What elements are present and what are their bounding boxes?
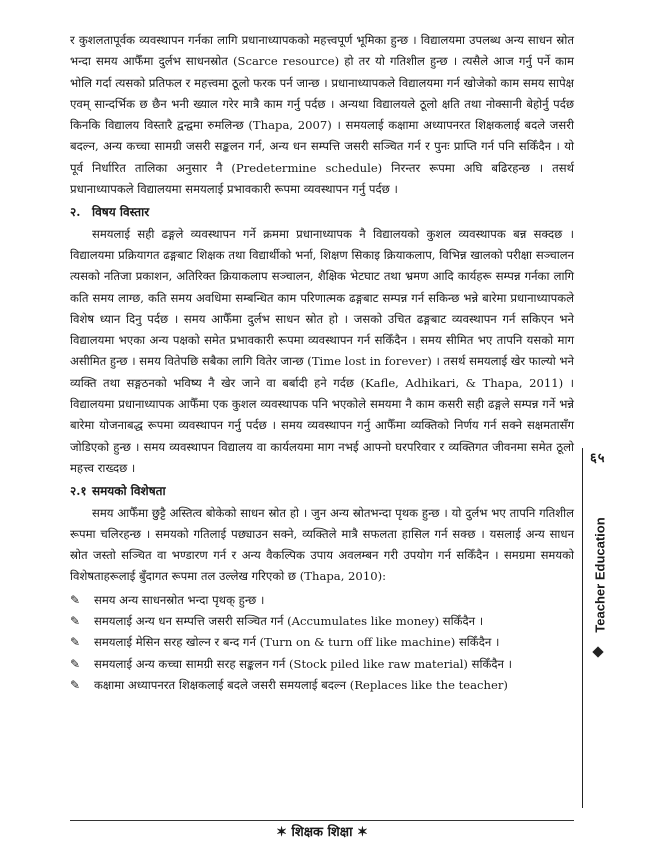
pen-nib-icon: ✎ — [70, 677, 81, 692]
diamond-icon — [592, 646, 603, 657]
section-2-title: विषय विस्तार — [92, 205, 150, 220]
document-body — [70, 30, 574, 696]
pen-nib-icon: ✎ — [70, 635, 81, 650]
section-2-1-paragraph: समय आफैँमा छुट्टै अस्तित्व बोकेको साधन स्रोत हो । जुन अन्य स्रोतभन्दा पृथक हुन्छ । यो दुर्लभ भए तापनि गतिशील रूपमा चलिरहन्छ । समयको गतिलाई पछ्याउन सक्ने, व्यक्तिले मात्रै सफलता हासिल गर्न सक्छ । यसलाई अन्य साधन स्रोत जस्तो सञ्चित वा भण्डारण गर्न र अन्य वैकल्पिक उपाय अवलम्बन गरी उपयोग गर्न सकिँदैन । समग्रमा समयको विशेषताहरूलाई बुँदागत रूपमा तल उल्लेख गरिएको छ (Thapa, 2010): — [70, 505, 574, 584]
section-2-paragraph: समयलाई सही ढङ्गले व्यवस्थापन गर्ने क्रममा प्रधानाध्यापक नै विद्यालयको कुशल व्यवस्थापक बन्न सक्दछ । विद्यालयमा प्रक्रियागत ढङ्गबाट शिक्षक तथा विद्यार्थीको भर्ना, शिक्षण सिकाइ क्रियाकलाप, विभिन्न खालको परीक्षा सञ्चालन त्यसको नतिजा प्रकाशन, अतिरिक्त क्रियाकलाप सञ्चालन, शैक्षिक भेटघाट तथा भ्रमण आदि कार्यहरू सम्पन्न गर्नका लागि कति समय लाग्छ, कति समय अवधिमा सम्बन्धित काम परिणात्मक ढङ्गबाट सम्पन्न गर्न सकिन्छ भन्ने बारेमा प्रधानाध्यापकले विशेष ध्यान दिनु पर्दछ । समय आफैँमा दुर्लभ साधन स्रोत हो । जसको उचित ढङ्गबाट व्यवस्थापन गर्न सकिएन भने विद्यालयमा भएका अन्य पक्षको समेत प्रभावकारी रूपमा व्यवस्थापन गर्न सकिँदैन । समय सीमित भए तापनि यसको माग असीमित हुन्छ । समय वितेपछि सबैका लागि वितेर जान्छ (Time lost in forever) । तसर्थ समयलाई खेर फाल्यो भने व्यक्ति तथा सङ्गठनको भविष्य नै खेर जाने वा बर्बादी हने गर्दछ (Kafle, Adhikari, & Thapa, 2011) । विद्यालयमा प्रधानाध्यापक आफैँमा एक कुशल व्यवस्थापक पनि भएकोले समयमा नै काम कसरी सही ढङ्गले सम्पन्न गर्ने भन्ने बारेमा योजनाबद्ध रूपमा व्यवस्थापन गर्नु पर्दछ । समय व्यवस्थापन गर्नु आफैँमा व्यक्तिको निर्णय गर्न सक्ने सक्षमतासँग जोडिएको हुन्छ । समय व्यवस्थापन विद्यालय वा कार्यलयमा माग नभई आफ्नो घरपरिवार र व्यक्तिगत जीवनमा समेत ठूलो महत्त्व राख्दछ । — [70, 226, 574, 475]
section-2-heading — [70, 202, 574, 223]
footer-divider — [70, 820, 574, 821]
list-item: ✎ समय अन्य साधनस्रोत भन्दा पृथक् हुन्छ । — [70, 590, 574, 611]
pen-nib-icon: ✎ — [70, 592, 81, 607]
list-item: ✎ कक्षामा अध्यापनरत शिक्षकलाई बदले जसरी समयलाई बदल्न (Replaces like the teacher) — [70, 675, 574, 696]
pen-nib-icon: ✎ — [70, 614, 81, 629]
list-item: ✎ समयलाई अन्य कच्चा सामग्री सरह सङ्कलन गर्न (Stock piled like raw material) सकिँदैन । — [70, 654, 574, 675]
section-2-1-number: २.१ — [70, 484, 87, 499]
pen-nib-icon: ✎ — [70, 656, 81, 671]
list-item: ✎ समयलाई मेसिन सरह खोल्न र बन्द गर्न (Turn on & turn off like machine) सकिँदैन । — [70, 632, 574, 653]
page-number: ६५ — [590, 451, 606, 466]
time-characteristics-list — [70, 590, 574, 696]
section-2-number: २. — [70, 205, 81, 220]
sidebar-divider — [582, 448, 583, 808]
list-item: ✎ समयलाई अन्य धन सम्पत्ति जसरी सञ्चित गर्न (Accumulates like money) सकिँदैन । — [70, 611, 574, 632]
section-2-1-title: समयको विशेषता — [92, 484, 166, 499]
intro-paragraph: र कुशलतापूर्वक व्यवस्थापन गर्नका लागि प्रधानाध्यापकको महत्त्वपूर्ण भूमिका हुन्छ । विद्यालयमा उपलब्ध अन्य साधन स्रोत भन्दा समय आफैँमा दुर्लभ साधनस्रोत (Scarce resource) हो तर यो गतिशील हुन्छ । त्यसैले आज गर्नु पर्ने काम भोलि गर्दा त्यसको प्रतिफल र महत्त्वमा ठूलो फरक पर्न जान्छ । प्रधानाध्यापकले विद्यालयमा गर्न खोजेको काम समय सापेक्ष एवम् सान्दर्भिक छ छैन भनी ख्याल गरेर मात्रै काम गर्नु पर्दछ । अन्यथा विद्यालयले ठूलो क्षति तथा नोक्सानी बेहोर्नु पर्दछ किनकि विद्यालय विस्तारै द्वन्द्वमा रुमलिन्छ (Thapa, 2007) । समयलाई कक्षामा अध्यापनरत शिक्षकलाई बदले जसरी बदल्न, अन्य कच्चा सामग्री जसरी सङ्कलन गर्न, अन्य धन सम्पत्ति जसरी सञ्चित गर्न र पुनः प्राप्ति गर्न पनि सकिँदैन । यो पूर्व निर्धारित तालिका अनुसार नै (Predetermine schedule) निरन्तर रूपमा अघि बढिरहन्छ । तसर्थ प्रधानाध्यापकले विद्यालयमा समयलाई प्रभावकारी रूपमा व्यवस्थापन गर्नु पर्दछ । — [70, 33, 574, 197]
footer-title: ✶ शिक्षक शिक्षा ✶ — [276, 825, 368, 840]
journal-title: Teacher Education — [592, 517, 608, 633]
section-2-1-heading — [70, 481, 574, 502]
